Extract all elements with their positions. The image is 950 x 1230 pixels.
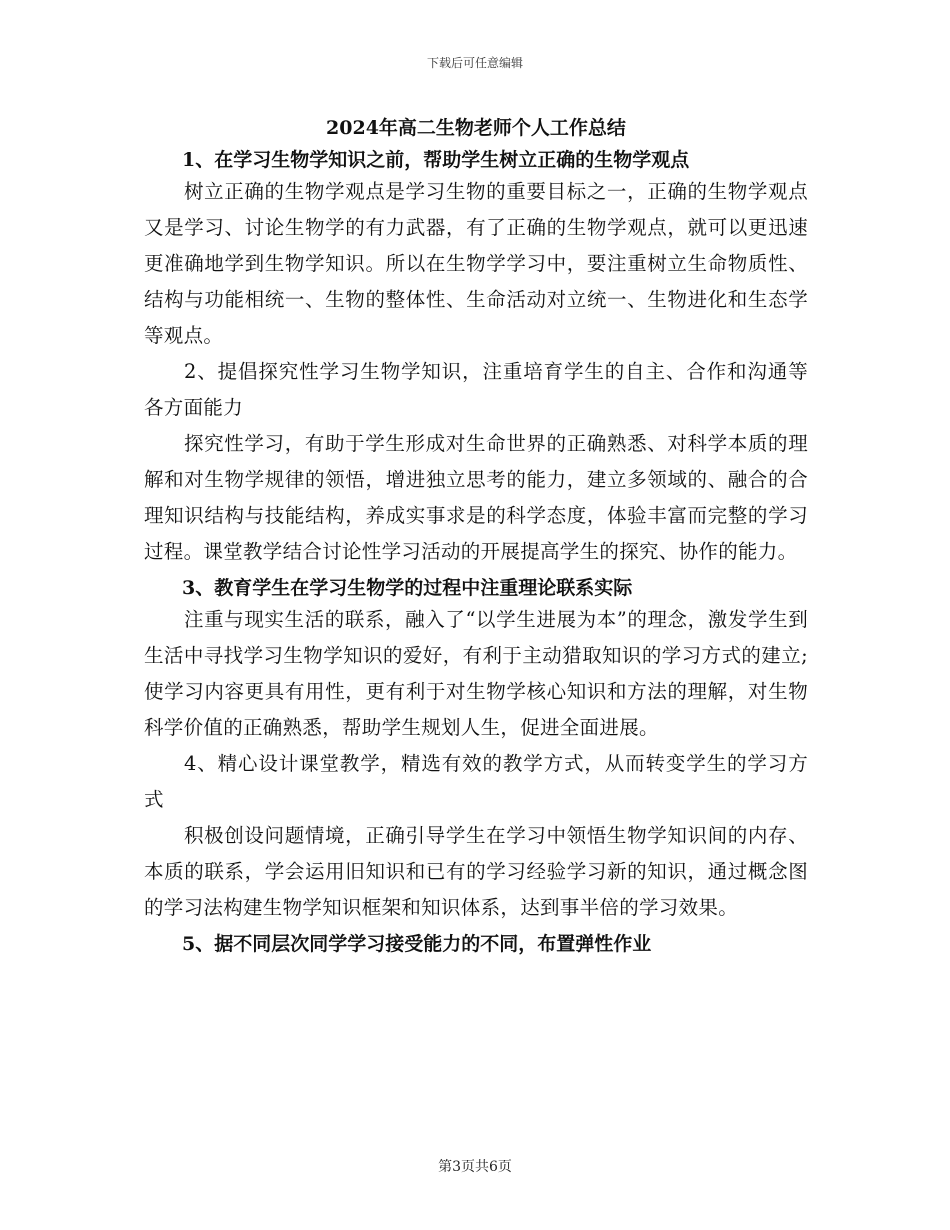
section-3-body: 注重与现实生活的联系，融入了“以学生进展为本”的理念，激发学生到生活中寻找学习生物学知识的爱好，有利于主动猎取知识的学习方式的建立;使学习内容更具有用性，更有利于对生物学核心知识和方法的理解，对生物科学价值的正确熟悉，帮助学生规划人生，促进全面进展。 [144,608,808,739]
header-note: 下载后可任意编辑 [426,56,523,70]
section-1-heading: 1、在学习生物学知识之前，帮助学生树立正确的生物学观点 [182,149,690,171]
section-2-body: 探究性学习，有助于学生形成对生命世界的正确熟悉、对科学本质的理解和对生物学规律的领悟，增进独立思考的能力，建立多领域的、融合的合理知识结构与技能结构，养成实事求是的科学态度，体验丰富而完整的学习过程。课堂教学结合讨论性学习活动的开展提高学生的探究、协作的能力。 [144,432,808,563]
section-4-heading: 4、精心设计课堂教学，精选有效的教学方式，从而转变学生的学习方式 [144,752,808,811]
document-title: 2024年高二生物老师个人工作总结 [326,117,626,139]
section-4-body: 积极创设问题情境，正确引导学生在学习中领悟生物学知识间的内存、本质的联系，学会运用旧知识和已有的学习经验学习新的知识，通过概念图的学习法构建生物学知识框架和知识体系，达到事半倍的学习效果。 [144,824,808,919]
section-2-heading: 2、提倡探究性学习生物学知识，注重培育学生的自主、合作和沟通等各方面能力 [144,360,808,419]
document-body [144,114,808,958]
page-number: 第3页共6页 [438,1159,512,1175]
section-1-body: 树立正确的生物学观点是学习生物的重要目标之一，正确的生物学观点又是学习、讨论生物学的有力武器，有了正确的生物学观点，就可以更迅速更准确地学到生物学知识。所以在生物学学习中，要注重树立生命物质性、结构与功能相统一、生物的整体性、生命活动对立统一、生物进化和生态学等观点。 [144,180,808,347]
section-3-heading: 3、教育学生在学习生物学的过程中注重理论联系实际 [182,577,633,599]
section-5-heading: 5、据不同层次同学学习接受能力的不同，布置弹性作业 [182,933,652,955]
